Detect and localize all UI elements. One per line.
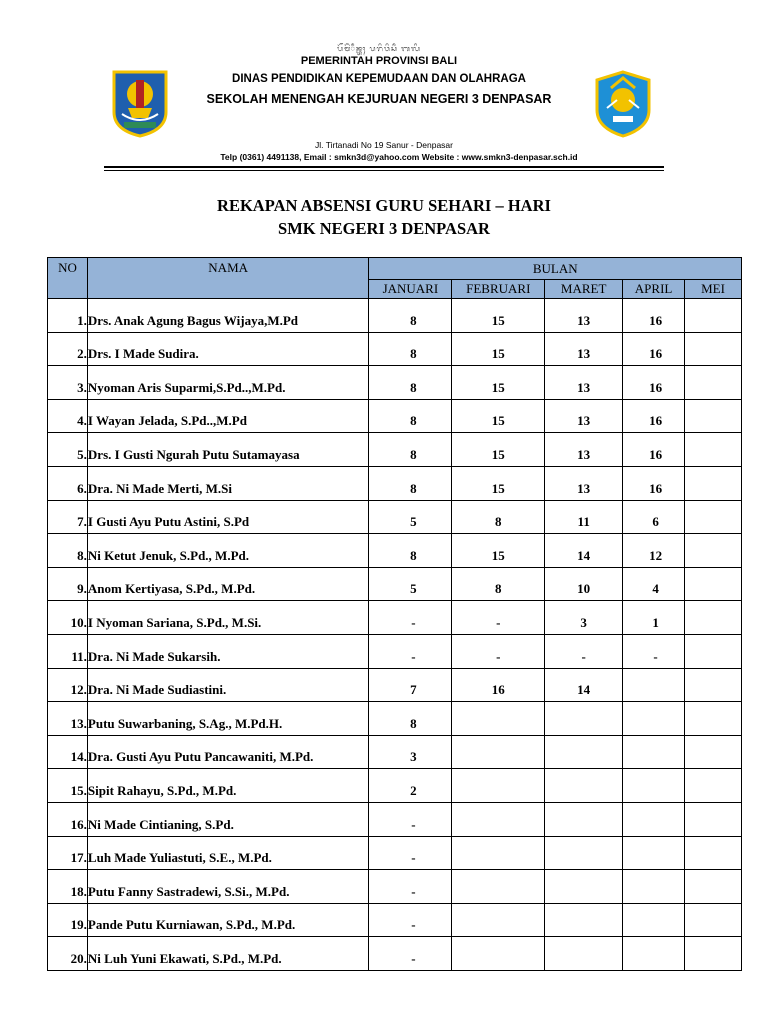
header-bulan: BULAN [369,258,742,280]
letterhead-text [184,44,574,107]
cell-januari: - [369,937,452,971]
cell-mei [685,668,742,702]
cell-name: Anom Kertiyasa, S.Pd., M.Pd. [87,567,369,601]
cell-januari: 3 [369,735,452,769]
header-month-april: APRIL [623,280,685,299]
table-row [48,836,742,870]
cell-februari [452,870,545,904]
cell-januari: - [369,634,452,668]
cell-no: 9. [48,567,88,601]
cell-mei [685,601,742,635]
table-row [48,702,742,736]
table-row [48,601,742,635]
table-row [48,366,742,400]
cell-no: 13. [48,702,88,736]
cell-april: 1 [623,601,685,635]
cell-maret: 14 [545,668,623,702]
cell-maret: 13 [545,433,623,467]
cell-januari: - [369,601,452,635]
cell-februari: 15 [452,332,545,366]
cell-maret [545,702,623,736]
cell-februari: 15 [452,299,545,333]
cell-april: 16 [623,299,685,333]
cell-mei [685,802,742,836]
cell-maret [545,836,623,870]
table-row [48,534,742,568]
table-row [48,903,742,937]
cell-januari: 7 [369,668,452,702]
table-row [48,668,742,702]
cell-februari: 15 [452,366,545,400]
cell-no: 16. [48,802,88,836]
cell-no: 8. [48,534,88,568]
cell-name: Ni Made Cintianing, S.Pd. [87,802,369,836]
cell-name: Drs. I Gusti Ngurah Putu Sutamayasa [87,433,369,467]
cell-no: 2. [48,332,88,366]
cell-mei [685,903,742,937]
cell-maret: 14 [545,534,623,568]
cell-februari: 8 [452,567,545,601]
cell-name: Putu Suwarbaning, S.Ag., M.Pd.H. [87,702,369,736]
cell-april [623,735,685,769]
cell-februari [452,802,545,836]
cell-name: Drs. I Made Sudira. [87,332,369,366]
table-row [48,769,742,803]
cell-maret: 11 [545,500,623,534]
cell-januari: 8 [369,466,452,500]
cell-no: 15. [48,769,88,803]
cell-mei [685,735,742,769]
cell-april [623,702,685,736]
cell-april: 4 [623,567,685,601]
table-row [48,735,742,769]
cell-maret [545,870,623,904]
cell-maret: 13 [545,332,623,366]
cell-mei [685,937,742,971]
cell-april: 16 [623,433,685,467]
cell-april: 6 [623,500,685,534]
cell-name: Dra. Ni Made Sukarsih. [87,634,369,668]
cell-januari: 2 [369,769,452,803]
cell-april: - [623,634,685,668]
table-row [48,299,742,333]
cell-februari [452,769,545,803]
cell-mei [685,466,742,500]
cell-mei [685,433,742,467]
header-month-maret: MARET [545,280,623,299]
cell-name: Dra. Gusti Ayu Putu Pancawaniti, M.Pd. [87,735,369,769]
cell-maret [545,735,623,769]
cell-name: Dra. Ni Made Merti, M.Si [87,466,369,500]
cell-mei [685,500,742,534]
cell-februari: 15 [452,399,545,433]
school-address: Jl. Tirtanadi No 19 Sanur - Denpasar [315,140,453,150]
cell-januari: - [369,870,452,904]
cell-name: Sipit Rahayu, S.Pd., M.Pd. [87,769,369,803]
cell-mei [685,399,742,433]
cell-april [623,836,685,870]
letterhead-rule-thick [104,166,664,168]
cell-no: 5. [48,433,88,467]
cell-no: 6. [48,466,88,500]
cell-maret [545,903,623,937]
cell-name: Drs. Anak Agung Bagus Wijaya,M.Pd [87,299,369,333]
cell-april [623,903,685,937]
header-nama: NAMA [87,258,369,299]
cell-februari [452,836,545,870]
cell-februari [452,903,545,937]
cell-januari: 8 [369,299,452,333]
cell-februari [452,702,545,736]
cell-name: Pande Putu Kurniawan, S.Pd., M.Pd. [87,903,369,937]
cell-mei [685,836,742,870]
cell-maret: 13 [545,466,623,500]
cell-name: Nyoman Aris Suparmi,S.Pd..,M.Pd. [87,366,369,400]
header-month-januari: JANUARI [369,280,452,299]
cell-mei [685,332,742,366]
cell-mei [685,634,742,668]
cell-februari: 8 [452,500,545,534]
cell-januari: 8 [369,433,452,467]
cell-april [623,937,685,971]
cell-januari: 8 [369,702,452,736]
cell-no: 14. [48,735,88,769]
table-row [48,937,742,971]
cell-februari: 16 [452,668,545,702]
cell-januari: 8 [369,534,452,568]
attendance-table [47,257,742,971]
cell-mei [685,769,742,803]
cell-februari: 15 [452,466,545,500]
cell-mei [685,702,742,736]
balinese-script-line: ᬧᭂᬫᭂᬃᬷᬦ᭄ᬢᬄ ᬧᬭᬶᬯᬶᬲᬷ ᬩᬮᬶ [337,44,421,53]
cell-april: 16 [623,332,685,366]
cell-name: I Nyoman Sariana, S.Pd., M.Si. [87,601,369,635]
cell-maret: - [545,634,623,668]
cell-februari [452,735,545,769]
cell-mei [685,567,742,601]
cell-mei [685,870,742,904]
cell-no: 19. [48,903,88,937]
agency-name: DINAS PENDIDIKAN KEPEMUDAAN DAN OLAHRAGA [232,73,526,85]
header-month-mei: MEI [685,280,742,299]
cell-april [623,769,685,803]
cell-no: 18. [48,870,88,904]
cell-name: Putu Fanny Sastradewi, S.Si., M.Pd. [87,870,369,904]
cell-januari: - [369,802,452,836]
cell-mei [685,299,742,333]
cell-no: 4. [48,399,88,433]
cell-name: Dra. Ni Made Sudiastini. [87,668,369,702]
cell-februari: - [452,634,545,668]
cell-april [623,802,685,836]
cell-februari: 15 [452,433,545,467]
cell-april [623,668,685,702]
cell-april: 16 [623,466,685,500]
letterhead [104,44,664,172]
cell-januari: - [369,836,452,870]
cell-januari: 8 [369,366,452,400]
province-name: PEMERINTAH PROVINSI BALI [300,55,458,67]
cell-maret [545,937,623,971]
cell-februari: 15 [452,534,545,568]
school-name: SEKOLAH MENENGAH KEJURUAN NEGERI 3 DENPASAR [206,92,552,106]
table-row [48,466,742,500]
school-contact: Telp (0361) 4491138, Email : smkn3d@yahoo.com Website : www.smkn3-denpasar.sch.id [220,152,578,162]
table-row [48,399,742,433]
cell-no: 10. [48,601,88,635]
cell-januari: 8 [369,399,452,433]
cell-april: 16 [623,399,685,433]
cell-januari: 8 [369,332,452,366]
cell-name: I Wayan Jelada, S.Pd..,M.Pd [87,399,369,433]
cell-no: 11. [48,634,88,668]
cell-maret [545,802,623,836]
cell-name: Ni Luh Yuni Ekawati, S.Pd., M.Pd. [87,937,369,971]
table-row [48,802,742,836]
cell-mei [685,534,742,568]
cell-no: 17. [48,836,88,870]
cell-name: Luh Made Yuliastuti, S.E., M.Pd. [87,836,369,870]
header-month-februari: FEBRUARI [452,280,545,299]
document-title: REKAPAN ABSENSI GURU SEHARI – HARI [217,196,551,215]
cell-no: 20. [48,937,88,971]
cell-januari: 5 [369,567,452,601]
cell-maret: 13 [545,399,623,433]
table-row [48,433,742,467]
cell-no: 1. [48,299,88,333]
table-row [48,634,742,668]
letterhead-rule-thin [104,170,664,171]
cell-maret [545,769,623,803]
tut-wuri-handayani-emblem-icon [591,70,655,138]
table-row [48,870,742,904]
cell-no: 12. [48,668,88,702]
header-no: NO [48,258,88,299]
cell-april: 12 [623,534,685,568]
cell-no: 3. [48,366,88,400]
cell-maret: 10 [545,567,623,601]
cell-maret: 13 [545,366,623,400]
cell-no: 7. [48,500,88,534]
cell-april [623,870,685,904]
cell-januari: 5 [369,500,452,534]
cell-maret: 13 [545,299,623,333]
cell-name: Ni Ketut Jenuk, S.Pd., M.Pd. [87,534,369,568]
cell-name: I Gusti Ayu Putu Astini, S.Pd [87,500,369,534]
bali-province-emblem-icon [108,68,172,138]
cell-mei [685,366,742,400]
document-subtitle: SMK NEGERI 3 DENPASAR [278,219,490,238]
cell-januari: - [369,903,452,937]
table-row [48,567,742,601]
table-row [48,500,742,534]
cell-februari [452,937,545,971]
table-row [48,332,742,366]
cell-april: 16 [623,366,685,400]
cell-maret: 3 [545,601,623,635]
cell-februari: - [452,601,545,635]
